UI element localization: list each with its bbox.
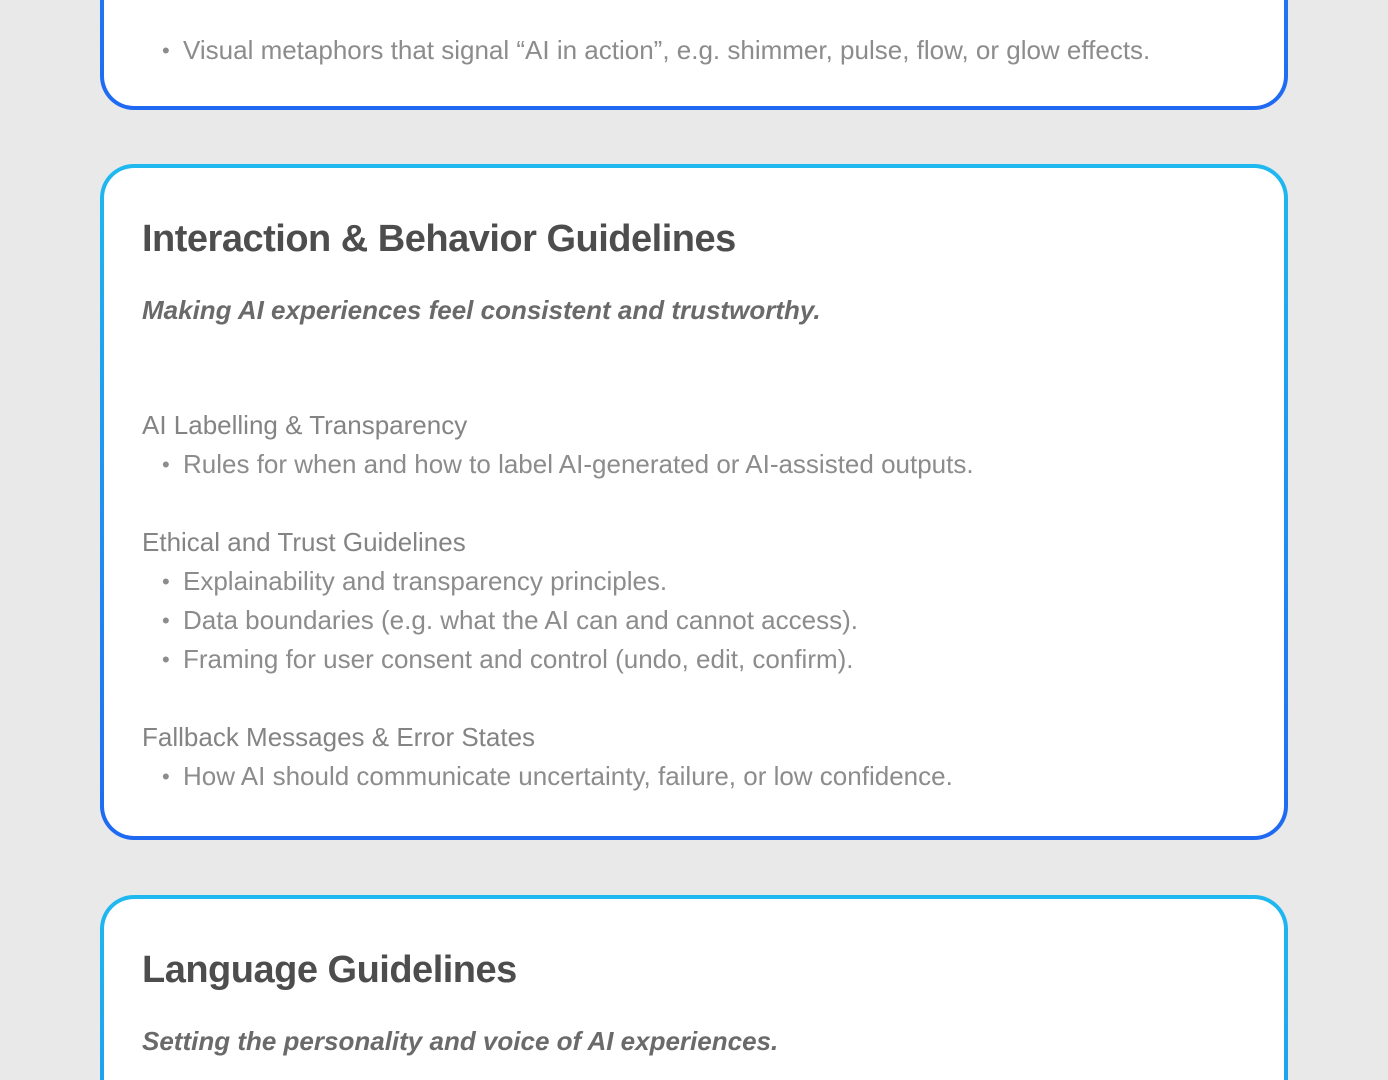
section-ai-labelling-transparency — [142, 406, 1244, 484]
bullet-item: • Explainability and transparency principles. — [142, 562, 1244, 601]
card-interaction-behavior-guidelines — [100, 164, 1288, 840]
bullet-item: • Rules for when and how to label AI-generated or AI-assisted outputs. — [142, 445, 1244, 484]
card-ai-in-action — [100, 0, 1288, 110]
section-heading: AI Labelling & Transparency — [142, 410, 468, 440]
bullet-item: • Framing for user consent and control (undo, edit, confirm). — [142, 640, 1244, 679]
bullet-item: • Visual metaphors that signal “AI in action”, e.g. shimmer, pulse, flow, or glow effects. — [142, 31, 1244, 70]
card-title: Language Guidelines — [142, 949, 517, 991]
card-title: Interaction & Behavior Guidelines — [142, 218, 736, 260]
bullet-item: • How AI should communicate uncertainty, failure, or low confidence. — [142, 757, 1244, 796]
section-fallback-messages-error-states — [142, 718, 1244, 796]
card-subtitle: Making AI experiences feel consistent and trustworthy. — [142, 295, 821, 325]
section-ethical-trust-guidelines — [142, 523, 1244, 679]
card-sections — [142, 406, 1244, 796]
card-subtitle: Setting the personality and voice of AI experiences. — [142, 1026, 779, 1056]
bullet-list — [142, 562, 1244, 679]
bullet-list — [142, 757, 1244, 796]
card-language-guidelines — [100, 895, 1288, 1080]
section-heading: Fallback Messages & Error States — [142, 722, 536, 752]
bullet-list — [142, 31, 1244, 70]
bullet-list — [142, 445, 1244, 484]
bullet-item: • Data boundaries (e.g. what the AI can and cannot access). — [142, 601, 1244, 640]
section-heading: Ethical and Trust Guidelines — [142, 527, 466, 557]
